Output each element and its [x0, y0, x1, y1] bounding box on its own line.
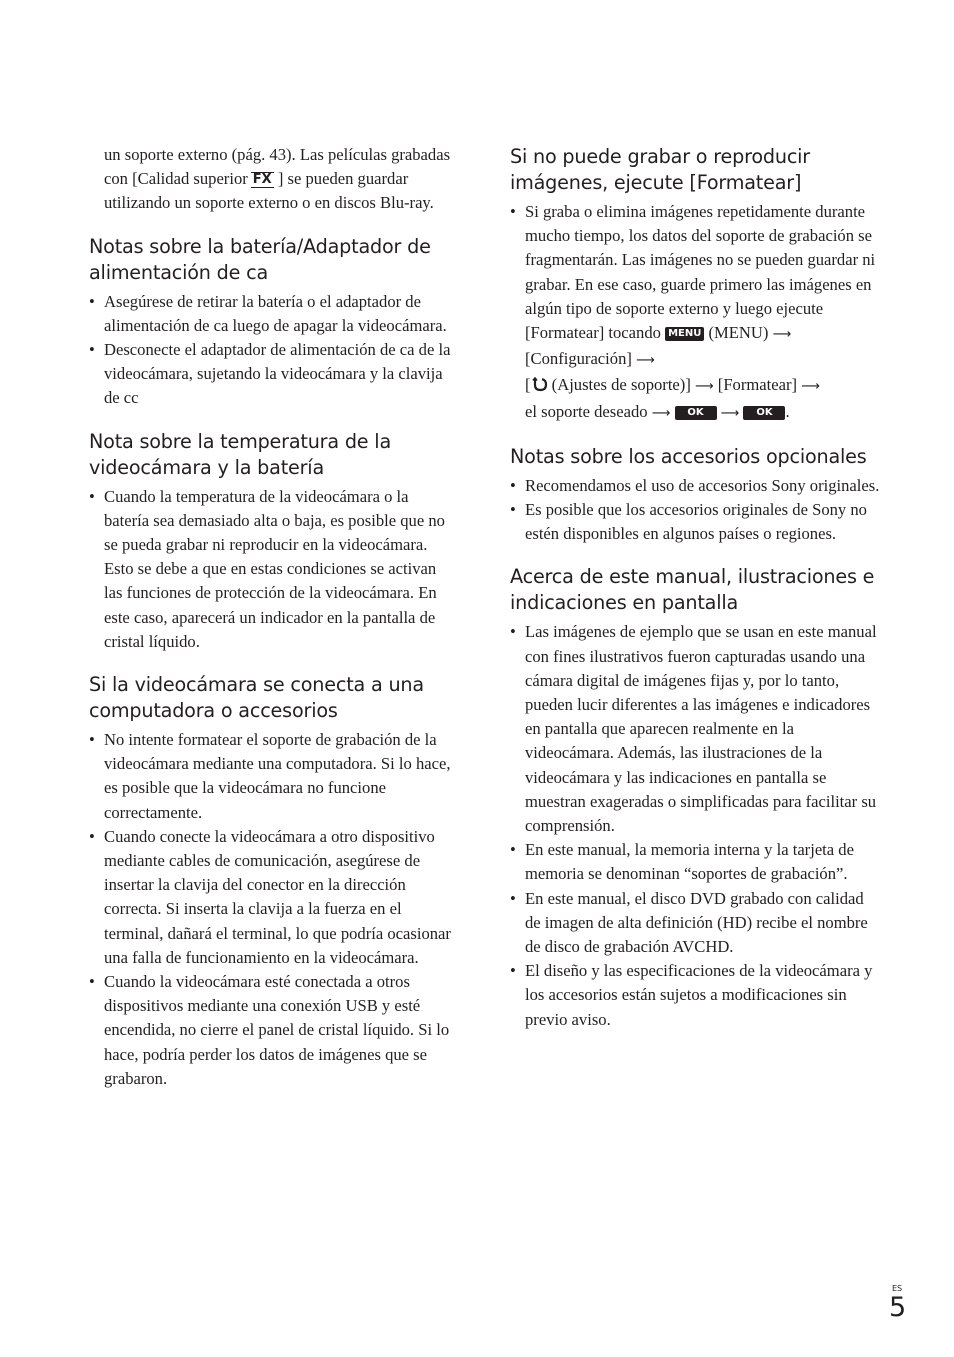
right-column [510, 143, 882, 1032]
bullet-item [510, 200, 882, 426]
bullet-item: • Cuando conecte la videocámara a otro dispositivo mediante cables de comunicación, asegúrese de insertar la clavija del conector en la dirección correcta. Si inserta la clavija a la fuerza en el terminal, dañará el terminal, lo que podría ocasionar una falla de funcionamiento en la videocámara. [89, 825, 457, 970]
bullet-item: • Es posible que los accesorios originales de Sony no estén disponibles en algunos países o regiones. [510, 498, 882, 546]
intro-text-end: ] se pueden guardar utilizando un soporte externo o en discos Blu-ray. [104, 169, 434, 213]
arrow-icon: ⟶ [720, 405, 740, 421]
intro-text: un soporte externo (pág. 43). Las películas grabadas con [Calidad superior [104, 145, 451, 189]
arrow-icon: ⟶ [651, 405, 671, 421]
arrow-icon: ⟶ [695, 379, 714, 395]
section-manual [510, 564, 882, 1031]
format-text: Si graba o elimina imágenes repetidamente durante mucho tiempo, los datos del soporte de grabación se fragmentarán. Las imágenes no se pueden guardar ni grabar. En ese caso, guarde primero las imágenes en algún tipo de soporte externo y luego ejecute [Formatear] tocando [525, 202, 876, 343]
page-number: 5 [889, 1292, 907, 1323]
format-text: [ [525, 375, 531, 395]
bullet-item: • Las imágenes de ejemplo que se usan en este manual con fines ilustrativos fueron capturadas usando una cámara digital de imágenes fijas y, por lo tanto, pueden lucir diferentes a las imágenes e indicadores en pantalla que aparecen realmente en la videocámara. Además, las ilustraciones de la videocámara y las indicaciones en pantalla se muestran exageradas o simplificadas para facilitar su comprensión. [510, 620, 882, 838]
ok-icon: OK [743, 406, 785, 420]
section-heading: Notas sobre los accesorios opcionales [510, 444, 867, 468]
format-text: el soporte deseado [525, 401, 652, 421]
bullet-item: • En este manual, el disco DVD grabado con calidad de imagen de alta definición (HD) recibe el nombre de disco de grabación AVCHD. [510, 887, 882, 960]
bullet-item: • El diseño y las especificaciones de la videocámara y los accesorios están sujetos a modificaciones sin previo aviso. [510, 959, 882, 1032]
fx-quality-icon: FX [252, 172, 272, 188]
section-heading: Nota sobre la temperatura de la videocámara y la batería [89, 429, 391, 479]
section-heading: Si la videocámara se conecta a una computadora o accesorios [89, 673, 424, 723]
language-code: ES [892, 1284, 903, 1293]
format-text: . [785, 401, 790, 421]
bullet-item: • Desconecte el adaptador de alimentación de ca de la videocámara, sujetando la videocámara y la clavija de cc [89, 338, 457, 411]
section-battery [89, 234, 457, 411]
bullet-item: • Cuando la videocámara esté conectada a otros dispositivos mediante una conexión USB y esté encendida, no cierre el panel de cristal líquido. Si lo hace, podría perder los datos de imágenes que se grabaron. [89, 970, 457, 1091]
left-column [89, 143, 457, 1091]
section-computer [89, 672, 457, 1091]
arrow-icon: ⟶ [801, 379, 820, 395]
bullet-item: • Cuando la temperatura de la videocámara o la batería sea demasiado alta o baja, es posible que no se pueda grabar ni reproducir en la videocámara. Esto se debe a que en estas condiciones se activan las funciones de protección de la videocámara. En este caso, aparecerá un indicador en la pantalla de cristal líquido. [89, 485, 457, 654]
section-temperature [89, 429, 457, 654]
menu-icon: MENU [665, 327, 704, 341]
section-heading: Si no puede grabar o reproducir imágenes, ejecute [Formatear] [510, 145, 810, 194]
section-accessories [510, 444, 882, 547]
media-settings-icon [532, 376, 548, 392]
bullet-item: • No intente formatear el soporte de grabación de la videocámara mediante una computadora. Si lo hace, es posible que la videocámara no funcione correctamente. [89, 728, 457, 825]
format-text: [Formatear] [713, 375, 802, 395]
ok-icon: OK [675, 406, 717, 420]
bullet-item: • Asegúrese de retirar la batería o el adaptador de alimentación de ca luego de apagar la videocámara. [89, 290, 457, 338]
bullet-item: • En este manual, la memoria interna y la tarjeta de memoria se denominan “soportes de grabación”. [510, 838, 882, 886]
format-text: [Configuración] [525, 349, 637, 369]
arrow-icon: ⟶ [772, 327, 792, 343]
bullet-item: • Recomendamos el uso de accesorios Sony originales. [510, 474, 882, 498]
section-heading: Acerca de este manual, ilustraciones e indicaciones en pantalla [510, 565, 875, 615]
page-footer [880, 1284, 920, 1322]
intro-paragraph [89, 143, 457, 216]
section-format [510, 144, 882, 426]
format-text: (Ajustes de soporte)] [547, 375, 695, 395]
arrow-icon: ⟶ [636, 353, 655, 369]
format-text: (MENU) [704, 323, 773, 343]
section-heading: Notas sobre la batería/Adaptador de alimentación de ca [89, 234, 431, 284]
